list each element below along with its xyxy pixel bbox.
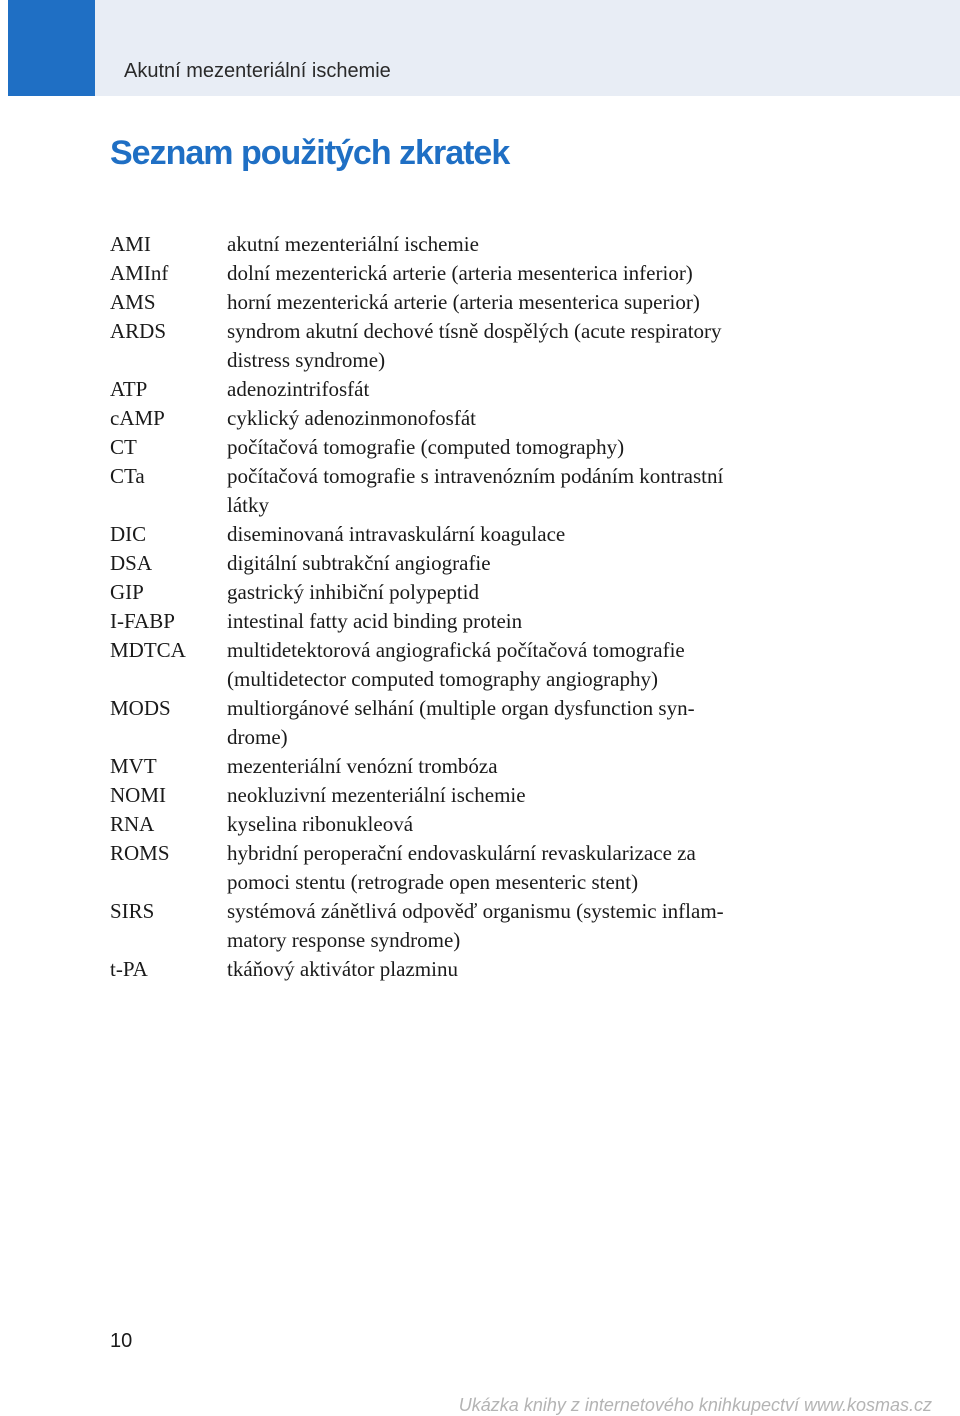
- abbreviation-term: MDTCA: [110, 638, 186, 662]
- abbreviation-term: MODS: [110, 696, 171, 720]
- abbreviation-term: RNA: [110, 812, 155, 836]
- header-accent-block: [8, 0, 95, 96]
- abbreviation-definition: intestinal fatty acid binding protein: [227, 609, 523, 633]
- abbreviation-definition: digitální subtrakční angiografie: [227, 551, 491, 575]
- abbreviation-term: ROMS: [110, 841, 170, 865]
- abbreviation-term: DIC: [110, 522, 147, 546]
- abbreviation-term: I-FABP: [110, 609, 175, 633]
- abbreviation-entry: [110, 259, 820, 288]
- abbreviation-definition: diseminovaná intravaskulární koagulace: [227, 522, 566, 546]
- abbreviation-entry: [110, 955, 820, 984]
- abbreviation-entry: [110, 288, 820, 317]
- abbreviation-definition: cyklický adenozinmonofosfát: [227, 406, 477, 430]
- abbreviation-entry: [110, 230, 820, 259]
- abbreviation-entry: [110, 578, 820, 607]
- abbreviation-entry: [110, 781, 820, 810]
- page-number: 10: [110, 1330, 133, 1352]
- abbreviation-entry: [110, 810, 820, 839]
- abbreviation-entry: [110, 607, 820, 636]
- abbreviation-definition: systémová zánětlivá odpověď organismu (systemic inflam- matory response syndrome): [227, 899, 724, 952]
- abbreviation-term: SIRS: [110, 899, 155, 923]
- abbreviation-definition: gastrický inhibiční polypeptid: [227, 580, 479, 604]
- abbreviation-term: AMI: [110, 232, 151, 256]
- abbreviation-definition: horní mezenterická arterie (arteria mesenterica superior): [227, 290, 700, 314]
- abbreviation-definition: počítačová tomografie s intravenózním podáním kontrastní látky: [227, 464, 724, 517]
- abbreviation-term: cAMP: [110, 406, 165, 430]
- abbreviation-term: CT: [110, 435, 137, 459]
- abbreviation-entry: [110, 404, 820, 433]
- abbreviation-term: NOMI: [110, 783, 166, 807]
- abbreviation-entry: [110, 433, 820, 462]
- abbreviation-definition: adenozintrifosfát: [227, 377, 370, 401]
- abbreviation-entry: [110, 897, 820, 955]
- abbreviation-definition: kyselina ribonukleová: [227, 812, 414, 836]
- abbreviation-term: AMInf: [110, 261, 169, 285]
- abbreviation-definition: syndrom akutní dechové tísně dospělých (acute respiratory distress syndrome): [227, 319, 722, 372]
- abbreviation-definition: neokluzivní mezenteriální ischemie: [227, 783, 526, 807]
- abbreviation-term: MVT: [110, 754, 157, 778]
- abbreviation-term: CTa: [110, 464, 145, 488]
- abbreviation-entry: [110, 636, 820, 694]
- abbreviation-term: t-PA: [110, 957, 148, 981]
- abbreviation-entry: [110, 520, 820, 549]
- abbreviation-entry: [110, 694, 820, 752]
- abbreviation-definition: dolní mezenterická arterie (arteria mesenterica inferior): [227, 261, 693, 285]
- abbreviation-term: AMS: [110, 290, 156, 314]
- abbreviation-entry: [110, 549, 820, 578]
- abbreviation-list: [110, 230, 820, 984]
- abbreviation-definition: mezenteriální venózní trombóza: [227, 754, 498, 778]
- abbreviation-definition: akutní mezenteriální ischemie: [227, 232, 479, 256]
- abbreviation-term: ARDS: [110, 319, 167, 343]
- abbreviation-definition: počítačová tomografie (computed tomography): [227, 435, 625, 459]
- abbreviation-entry: [110, 317, 820, 375]
- abbreviation-definition: multiorgánové selhání (multiple organ dysfunction syn- drome): [227, 696, 695, 749]
- abbreviation-definition: hybridní peroperační endovaskulární revaskularizace za pomoci stentu (retrograde open mesenteric stent): [227, 841, 696, 894]
- page-title: Seznam použitých zkratek: [110, 134, 510, 172]
- abbreviation-entry: [110, 752, 820, 781]
- abbreviation-entry: [110, 839, 820, 897]
- abbreviation-definition: tkáňový aktivátor plazminu: [227, 957, 458, 981]
- abbreviation-entry: [110, 375, 820, 404]
- abbreviation-definition: multidetektorová angiografická počítačová tomografie (multidetector computed tomography angiography): [227, 638, 685, 691]
- running-title: Akutní mezenteriální ischemie: [124, 60, 391, 82]
- abbreviation-entry: [110, 462, 820, 520]
- watermark: Ukázka knihy z internetového knihkupectví www.kosmas.cz: [458, 1395, 932, 1415]
- abbreviation-term: ATP: [110, 377, 148, 401]
- abbreviation-term: DSA: [110, 551, 153, 575]
- abbreviation-term: GIP: [110, 580, 144, 604]
